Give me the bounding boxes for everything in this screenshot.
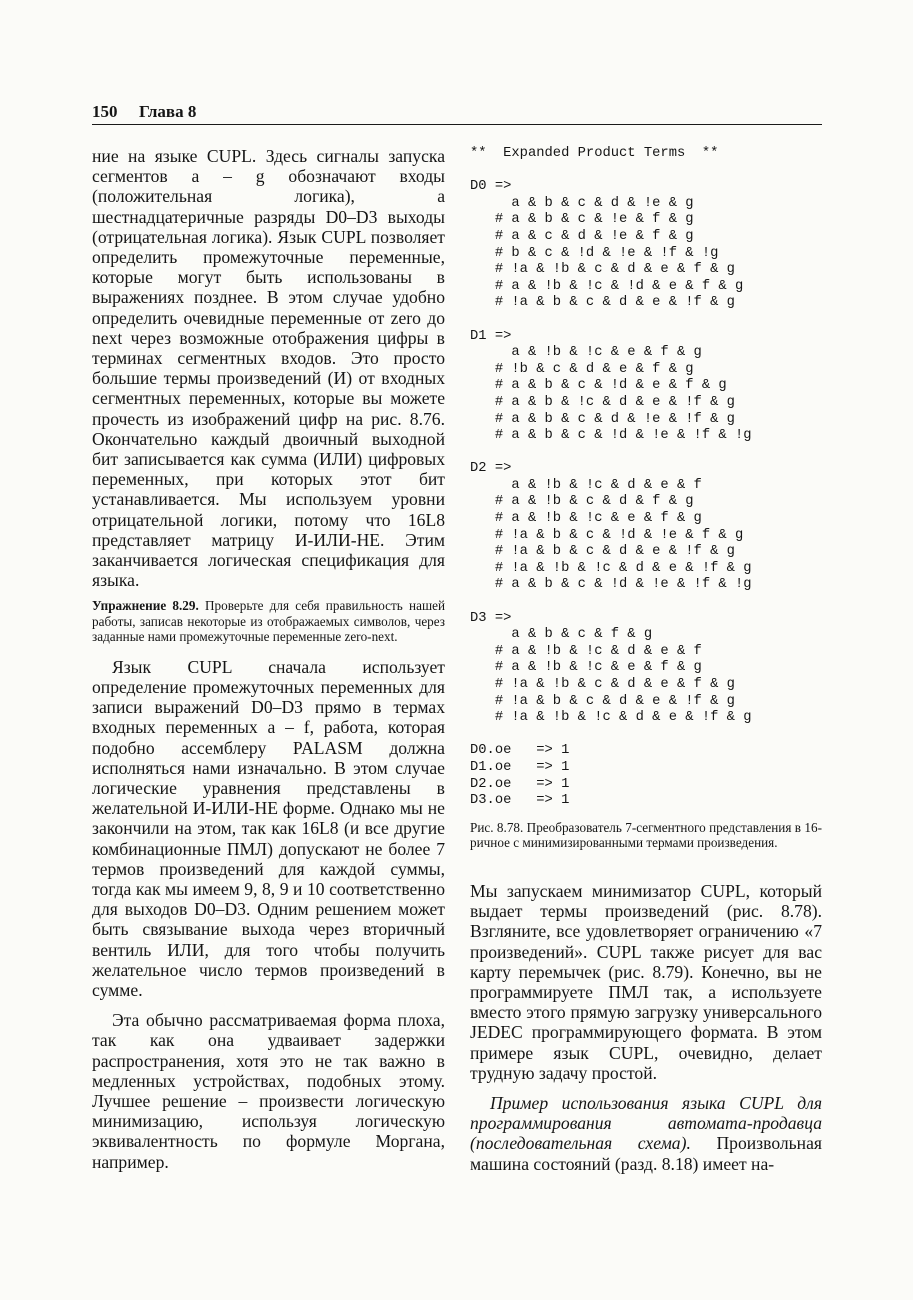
code-line: # a & b & c & d & !e & !f & g [470, 411, 735, 427]
code-line: # a & b & c & !d & !e & !f & !g [470, 577, 752, 593]
code-line [470, 445, 822, 462]
page-number: 150 [92, 102, 118, 121]
exercise-label: Упражнение 8.29. [92, 598, 199, 614]
exercise-8-29 [92, 598, 445, 644]
right-text [470, 881, 822, 1174]
right-paragraph-1: Мы запускаем минимизатор CUPL, который выдает термы произведений (рис. 8.78). Взгляните, все удовлетворяет ограничению «7 произведений». CUPL также рисует для вас карту перемычек (рис. 8.79). Конечно, вы не программируете ПМЛ так, а используете вместо этого прямую загрузку универсального JEDEC программирующего формата. В этом примере язык CUPL, очевидно, делает трудную задачу простой. [470, 880, 822, 1083]
code-line: # !a & b & c & d & e & !f & g [470, 295, 735, 311]
code-line: # a & b & c & !e & f & g [470, 212, 694, 228]
code-line: # a & !b & c & d & f & g [470, 494, 694, 510]
code-line: # !a & b & c & d & e & !f & g [470, 544, 735, 560]
code-line: # !a & !b & !c & d & e & !f & g [470, 560, 752, 576]
code-line: # a & b & c & !d & !e & !f & !g [470, 428, 752, 444]
code-line: # !a & !b & c & d & e & f & g [470, 262, 735, 278]
code-line: # a & b & !c & d & e & !f & g [470, 394, 735, 410]
code-line [470, 312, 822, 329]
code-line: D0 => [470, 179, 512, 195]
product-terms-listing [470, 146, 822, 810]
code-line: # a & !b & !c & e & f & g [470, 511, 702, 527]
figure-8-78-caption: Рис. 8.78. Преобразователь 7-сегментного представления в 16-ричное с минимизированными термами произведения. [470, 819, 822, 851]
code-line: a & b & c & d & !e & g [470, 195, 694, 211]
right-paragraph-2 [470, 1093, 822, 1174]
code-line: D2 => [470, 461, 512, 477]
code-line: D3 => [470, 610, 512, 626]
left-paragraph-3: Эта обычно рассматриваемая форма плоха, так как она удваивает задержки распространения, хотя это не так важно в медленных устройствах, подобных этому. Лучшее решение – произвести логическую минимизацию, используя логическую эквивалентность по формуле Моргана, например. [92, 1010, 445, 1172]
left-column [92, 146, 445, 1172]
code-line: # !b & c & d & e & f & g [470, 361, 694, 377]
code-line: # a & !b & !c & !d & e & f & g [470, 278, 744, 294]
code-line: # b & c & !d & !e & !f & !g [470, 245, 719, 261]
code-line [470, 594, 822, 611]
code-line: D3.oe => 1 [470, 793, 570, 809]
code-line: # a & !b & !c & e & f & g [470, 660, 702, 676]
chapter-title: Глава 8 [139, 102, 197, 121]
code-line: a & b & c & f & g [470, 627, 653, 643]
exercise-text: Проверьте для себя правильность нашей работы, записав некоторые из отображаемых символов, через заданные нами промежуточные переменные zero-next. [92, 598, 446, 645]
code-line: # a & !b & !c & d & e & f [470, 643, 702, 659]
code-line: # a & c & d & !e & f & g [470, 228, 694, 244]
code-line: ** Expanded Product Terms ** [470, 146, 719, 161]
right-column [470, 146, 822, 1174]
right-paragraph-2-text: Произвольная машина состояний (разд. 8.18) имеет на- [470, 1133, 822, 1174]
code-line: # !a & !b & !c & d & e & !f & g [470, 710, 752, 726]
code-line: # !a & b & c & !d & !e & f & g [470, 527, 744, 543]
code-line: a & !b & !c & e & f & g [470, 345, 702, 361]
code-line: a & !b & !c & d & e & f [470, 477, 702, 493]
code-line: D1.oe => 1 [470, 759, 570, 775]
left-paragraph-2: Язык CUPL сначала использует определение промежуточных переменных для записи выражений D0–D3 прямо в термах входных переменных a – f, работа, которая подобно ассемблеру PALASM должна исполняться нами изначально. В этом случае логические уравнения представлены в желательной И-ИЛИ-НЕ форме. Однако мы не закончили на этом, так как 16L8 (и все другие комбинационные ПМЛ) допускают не более 7 термов произведений для каждой суммы, тогда как мы имеем 9, 8, 9 и 10 соответственно для выходов D0–D3. Одним решением может быть связывание выхода через вторичный вентиль ИЛИ, для того чтобы получить желательное число термов произведений в сумме. [92, 656, 445, 1000]
code-line: # !a & b & c & d & e & !f & g [470, 693, 735, 709]
code-line [470, 727, 822, 744]
example-heading: Пример использования языка CUPL для программирования автомата-продавца (последовательная схема). [470, 1092, 822, 1154]
code-line: D2.oe => 1 [470, 776, 570, 792]
code-line: D0.oe => 1 [470, 743, 570, 759]
code-line: # !a & !b & c & d & e & f & g [470, 677, 735, 692]
code-line: D1 => [470, 328, 512, 344]
code-line [470, 163, 822, 180]
code-line: # a & b & c & !d & e & f & g [470, 378, 727, 394]
page-header [92, 100, 822, 125]
left-paragraph-1: ние на языке CUPL. Здесь сигналы запуска сегментов a – g обозначают входы (положительная логика), а шестнадцатеричные разряды D0–D3 выходы (отрицательная логика). Язык CUPL позволяет определить промежуточные переменные, которые могут быть использованы в выражениях позднее. В этом случае удобно определить очевидные переменные от zero до next через возможные отображения цифры в терминах сегментных входов. Это просто большие термы произведений (И) от входных сегментных переменных, которые вы можете прочесть из изображений цифр на рис. 8.76. Окончательно каждый двоичный выходной бит записывается как сумма (ИЛИ) цифровых переменных, при которых этот бит устанавливается. Мы используем уровни отрицательной логики, потому что 16L8 представляет матрицу И-ИЛИ-НЕ. Этим заканчивается логическая спецификация для языка. [92, 146, 445, 591]
